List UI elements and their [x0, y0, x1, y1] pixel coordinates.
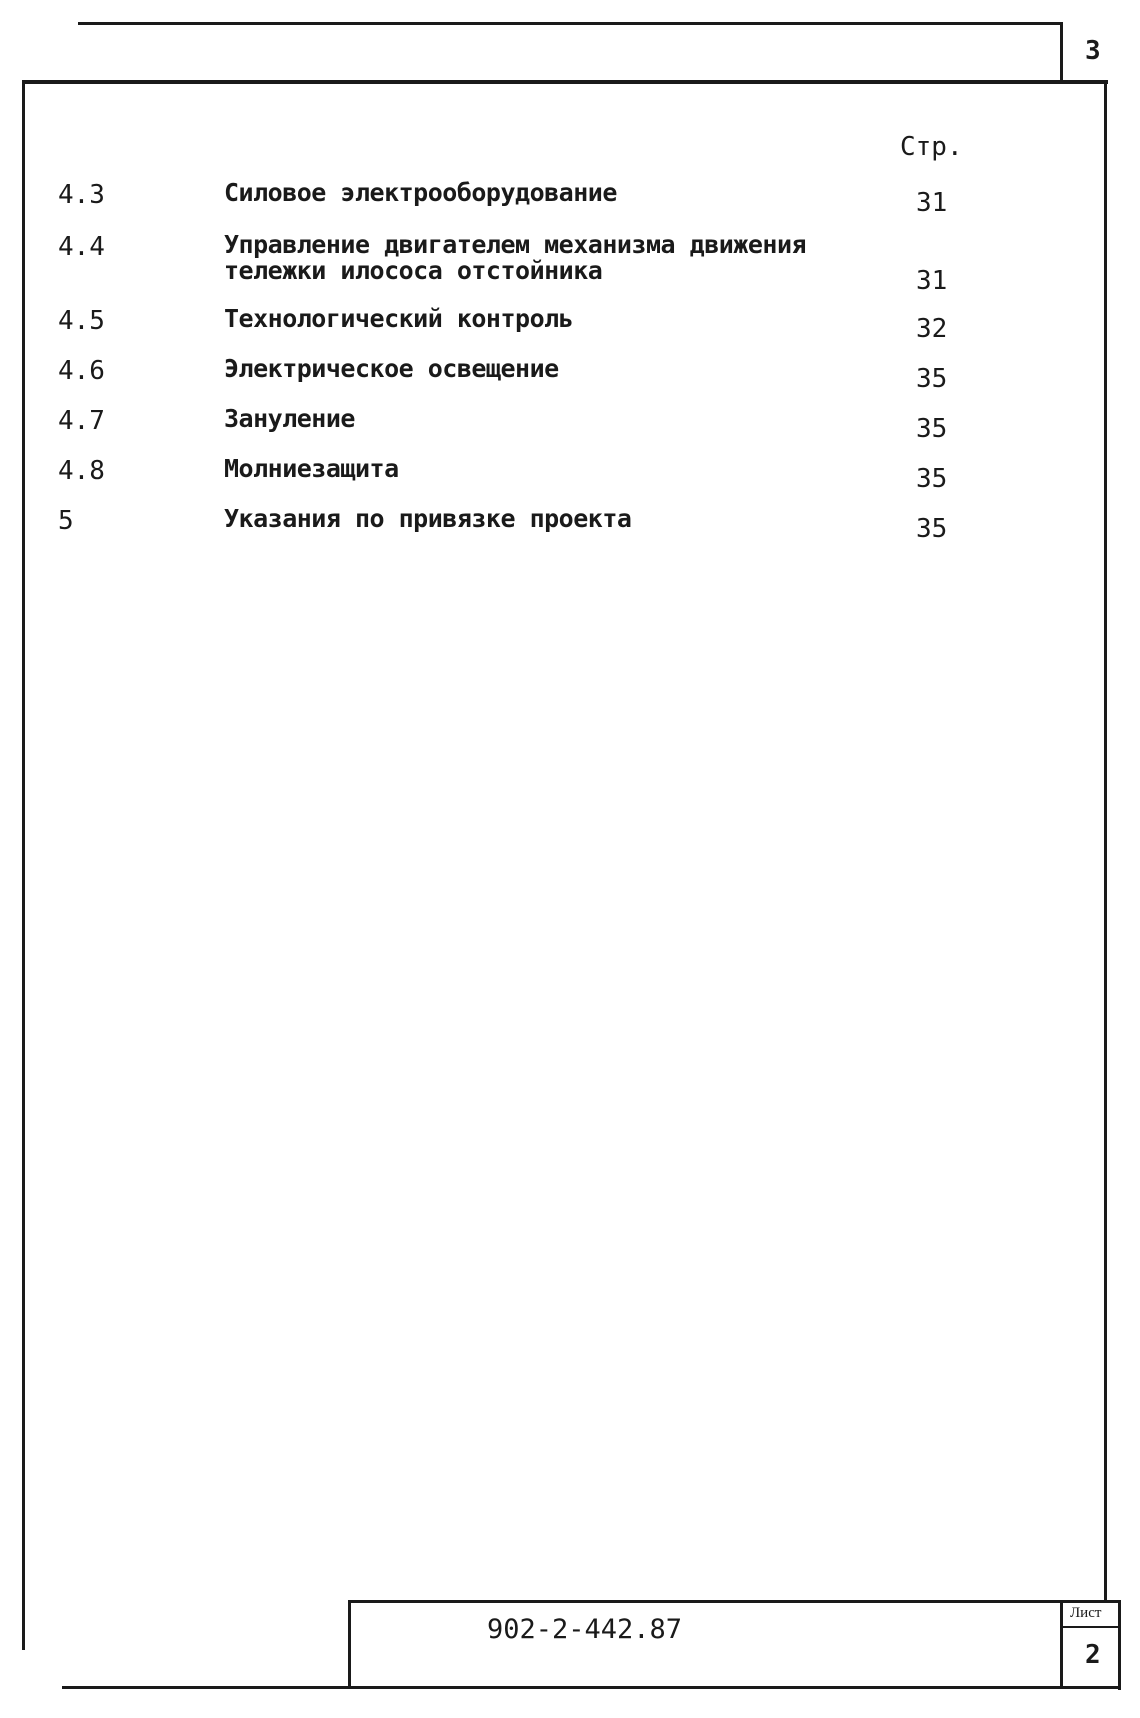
toc-item-page: 31: [916, 188, 948, 218]
frame-right-line: [1104, 80, 1107, 1600]
top-strip-right-line: [1060, 22, 1063, 82]
toc-item-page: 35: [916, 364, 948, 394]
toc-item-number: 4.3: [58, 180, 105, 210]
toc-item-title: Электрическое освещение: [224, 354, 559, 383]
sheet-cell-left-line: [1060, 1600, 1063, 1688]
title-block-left-line: [348, 1600, 351, 1688]
frame-bottom-line: [62, 1686, 1120, 1689]
frame-top-line: [22, 80, 1108, 84]
toc-item-title: Указания по привязке проекта: [224, 504, 632, 533]
toc-item-number: 4.7: [58, 406, 105, 436]
frame-left-line: [22, 80, 25, 1650]
toc-item-page: 32: [916, 314, 948, 344]
sheet-number: 2: [1085, 1640, 1101, 1670]
document-code: 902-2-442.87: [487, 1614, 683, 1645]
toc-item-number: 4.4: [58, 232, 105, 262]
top-strip-line: [78, 22, 1062, 25]
toc-item-page: 35: [916, 514, 948, 544]
page-column-header: Стр.: [900, 132, 963, 162]
toc-item-title: Технологический контроль: [224, 304, 574, 333]
toc-item-page: 35: [916, 414, 948, 444]
toc-item-title: Управление двигателем механизма движения тележки илососа отстойника: [224, 230, 807, 285]
toc-item-number: 4.5: [58, 306, 105, 336]
sheet-label: Лист: [1070, 1605, 1102, 1621]
toc-item-page: 31: [916, 266, 948, 296]
toc-item-number: 4.6: [58, 356, 105, 386]
frame-right-lower-line: [1118, 1600, 1121, 1690]
toc-item-page: 35: [916, 464, 948, 494]
toc-item-number: 4.8: [58, 456, 105, 486]
toc-item-number: 5: [58, 506, 74, 536]
page-number: 3: [1085, 36, 1101, 66]
sheet-cell-divider-line: [1060, 1626, 1120, 1628]
toc-item-title: Молниезащита: [224, 454, 399, 483]
toc-item-title: Зануление: [224, 404, 355, 433]
toc-item-title: Силовое электрооборудование: [224, 178, 617, 207]
title-block-top-line: [348, 1600, 1120, 1603]
